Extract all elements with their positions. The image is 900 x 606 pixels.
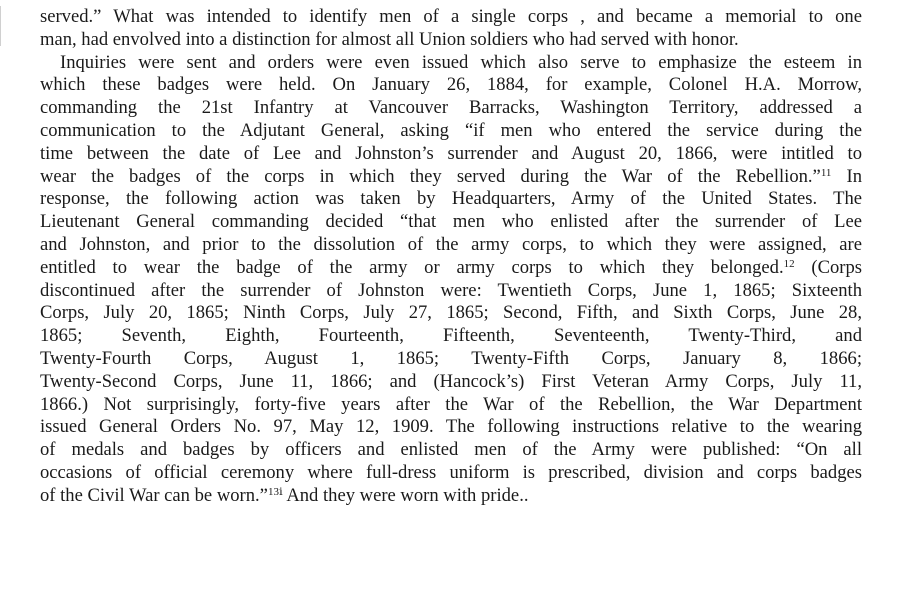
text-segment: And they were worn with pride.. bbox=[286, 484, 529, 506]
text-segment: entitled to wear the badge of the army or army corps to which they belonged. bbox=[40, 256, 784, 278]
text-segment: wear the badges of the corps in which they served during the War of the Rebellion.” bbox=[40, 165, 821, 187]
text-line: commanding the 21st Infantry at Vancouver Barracks, Washington Territory, addressed a bbox=[40, 97, 862, 119]
text-line: Corps, July 20, 1865; Ninth Corps, July 27, 1865; Second, Fifth, and Sixth Corps, June 28, bbox=[40, 302, 862, 324]
text-line: man, had envolved into a distinction for almost all Union soldiers who had served with honor. bbox=[40, 28, 739, 50]
text-line: discontinued after the surrender of Johnston were: Twentieth Corps, June 1, 1865; Sixteenth bbox=[40, 279, 862, 301]
scan-edge-mark bbox=[0, 6, 1, 46]
text-segment: ⁱ bbox=[278, 484, 287, 506]
text-line: Twenty-Second Corps, June 11, 1866; and (Hancock’s) First Veteran Army Corps, July 11, bbox=[40, 370, 862, 392]
footnote-marker: 11 bbox=[820, 166, 832, 179]
text-line: of medals and badges by officers and enlisted men of the Army were published: “On all bbox=[40, 439, 862, 461]
text-line-with-footnote bbox=[40, 257, 862, 280]
text-segment: In bbox=[831, 165, 863, 187]
text-line: communication to the Adjutant General, asking “if men who entered the service during the bbox=[40, 119, 862, 141]
text-segment: of the Civil War can be worn.” bbox=[40, 484, 268, 506]
document-page bbox=[40, 6, 862, 508]
text-line: and Johnston, and prior to the dissolution of the army corps, to which they were assigned, are bbox=[40, 233, 862, 255]
text-line-with-footnote bbox=[40, 485, 862, 508]
text-line-with-footnote bbox=[40, 166, 862, 189]
text-line: occasions of official ceremony where full-dress uniform is prescribed, division and corps badges bbox=[40, 461, 862, 483]
footnote-marker: 13 bbox=[267, 485, 279, 498]
text-line: 1865; Seventh, Eighth, Fourteenth, Fifteenth, Seventeenth, Twenty-Third, and bbox=[40, 325, 862, 347]
text-segment: (Corps bbox=[794, 256, 862, 278]
text-line: response, the following action was taken by Headquarters, Army of the United States. The bbox=[40, 188, 862, 210]
text-line: Lieutenant General commanding decided “that men who enlisted after the surrender of Lee bbox=[40, 211, 862, 233]
text-line: Inquiries were sent and orders were even issued which also serve to emphasize the esteem in bbox=[60, 51, 862, 73]
text-line: time between the date of Lee and Johnston’s surrender and August 20, 1866, were intitled to bbox=[40, 142, 862, 164]
footnote-marker: 12 bbox=[783, 257, 795, 270]
text-line: issued General Orders No. 97, May 12, 1909. The following instructions relative to the wearing bbox=[40, 416, 862, 438]
text-line: Twenty-Fourth Corps, August 1, 1865; Twenty-Fifth Corps, January 8, 1866; bbox=[40, 347, 862, 369]
text-line: 1866.) Not surprisingly, forty-five years after the War of the Rebellion, the War Department bbox=[40, 393, 862, 415]
text-line: served.” What was intended to identify men of a single corps , and became a memorial to one bbox=[40, 6, 862, 27]
text-line: which these badges were held. On January 26, 1884, for example, Colonel H.A. Morrow, bbox=[40, 74, 862, 96]
